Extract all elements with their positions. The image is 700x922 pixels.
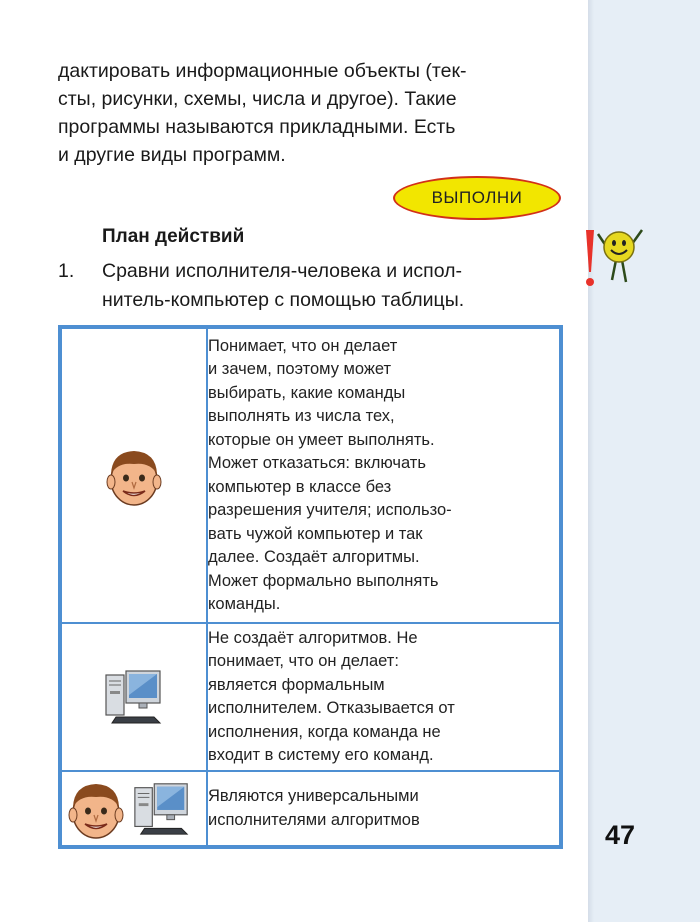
both-text-line: исполнителями алгоритмов <box>208 810 420 829</box>
intro-paragraph <box>58 57 568 169</box>
do-it-button[interactable]: ВЫПОЛНИ <box>393 176 561 220</box>
intro-line: сты, рисунки, схемы, числа и другое). Такие <box>58 88 457 110</box>
computer-text-line: исполнения, когда команда не <box>208 722 441 741</box>
computer-icon <box>102 665 166 729</box>
intro-line: дактировать информационные объекты (тек- <box>58 60 467 82</box>
task-text <box>102 257 562 315</box>
task-number: 1. <box>58 260 75 282</box>
computer-text-line: входит в систему его команд. <box>208 746 434 764</box>
human-text-line: команды. <box>208 595 281 613</box>
page-margin-strip <box>588 0 700 922</box>
boy-face-icon <box>104 444 164 508</box>
computer-text-line: понимает, что он делает: <box>208 652 399 670</box>
human-text-line: которые он умеет выполнять. <box>208 430 435 449</box>
task-line: Сравни исполнителя-человека и испол- <box>102 260 463 282</box>
page-number: 47 <box>605 820 636 850</box>
human-text-line: вать чужой компьютер и так <box>208 524 423 543</box>
human-text-line: Может отказаться: включать <box>208 454 426 472</box>
human-text-line: и зачем, поэтому может <box>208 360 392 378</box>
table-row-computer <box>60 623 561 771</box>
human-text-line: Может формально выполнять <box>208 571 439 590</box>
comparison-table <box>58 325 563 849</box>
intro-line: и другие виды программ. <box>58 144 286 166</box>
human-description-cell <box>207 327 561 623</box>
smiley-mascot-icon <box>578 220 650 296</box>
both-image-cell <box>60 771 207 847</box>
computer-description-cell <box>207 623 561 771</box>
human-text-line: выбирать, какие команды <box>208 383 406 402</box>
table-row-human <box>60 327 561 623</box>
both-text-line: Являются универсальными <box>208 787 419 805</box>
both-description-cell <box>207 771 561 847</box>
computer-text-line: исполнителем. Отказывается от <box>208 699 455 717</box>
table-row-both <box>60 771 561 847</box>
human-text-line: разрешения учителя; использо- <box>208 501 452 519</box>
task-line: нитель-компьютер с помощью таблицы. <box>102 289 465 311</box>
human-text-line: компьютер в классе без <box>208 477 392 496</box>
human-text-line: Понимает, что он делает <box>208 336 398 355</box>
human-image-cell <box>60 327 207 623</box>
boy-face-icon <box>66 776 126 842</box>
intro-line: программы называются прикладными. Есть <box>58 116 456 138</box>
human-text-line: далее. Создаёт алгоритмы. <box>208 548 420 566</box>
computer-icon <box>130 778 194 840</box>
computer-text-line: Не создаёт алгоритмов. Не <box>208 628 418 647</box>
computer-image-cell <box>60 623 207 771</box>
plan-heading: План действий <box>102 226 245 247</box>
human-text-line: выполнять из числа тех, <box>208 407 395 425</box>
computer-text-line: является формальным <box>208 675 385 694</box>
